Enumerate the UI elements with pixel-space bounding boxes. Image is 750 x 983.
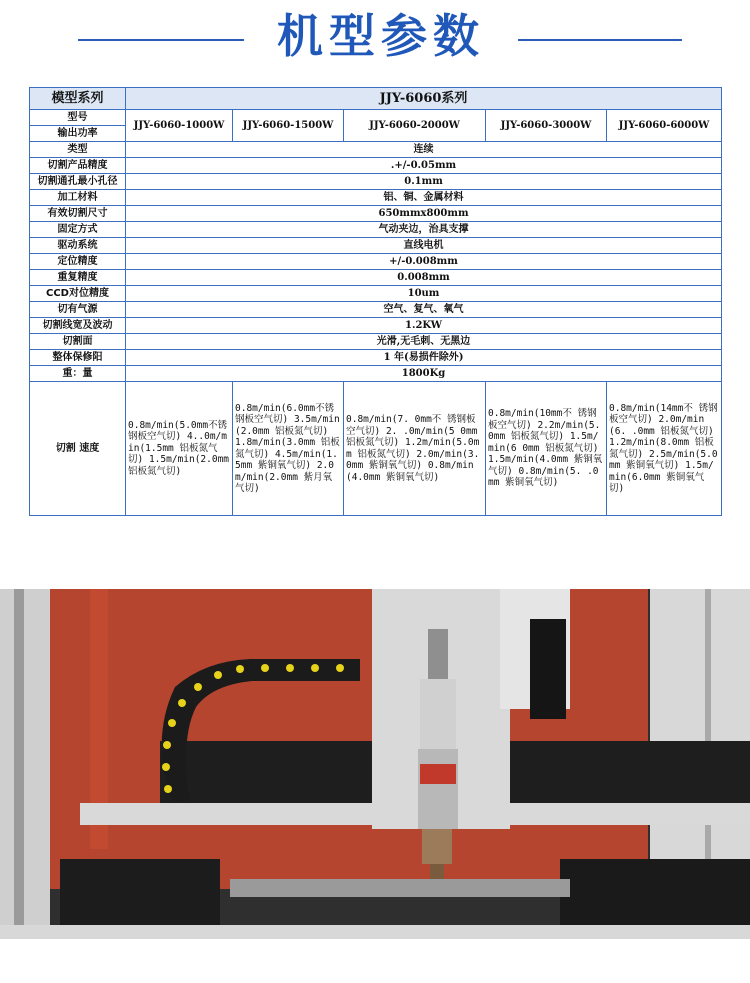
model-label-cell: 型号 (30, 110, 126, 126)
chain-dot (194, 683, 202, 691)
chain-dot (214, 671, 222, 679)
model-cell: JJY-6060-6000W (607, 110, 722, 142)
chain-dot (336, 664, 344, 672)
row-label-cell: 固定方式 (30, 222, 126, 238)
row-label-cell: 重：量 (30, 366, 126, 382)
row-value-cell: 0.1mm (126, 174, 722, 190)
row-value-cell: 0.008mm (126, 270, 722, 286)
table-row (30, 110, 722, 126)
series-label-cell: 模型系列 (30, 88, 126, 110)
spec-rows (30, 142, 722, 382)
table-row (30, 222, 722, 238)
row-label-cell: 定位精度 (30, 254, 126, 270)
row-value-cell: 1.2KW (126, 318, 722, 334)
chain-dot (162, 763, 170, 771)
row-label-cell: 切割线宽及波动 (30, 318, 126, 334)
model-cell: JJY-6060-3000W (486, 110, 607, 142)
chain-dot (311, 664, 319, 672)
spec-table-container (29, 87, 721, 516)
machine-photo (0, 589, 750, 939)
table-row (30, 334, 722, 350)
table-row (30, 142, 722, 158)
row-label-cell: 有效切割尺寸 (30, 206, 126, 222)
row-value-cell: 1800Kg (126, 366, 722, 382)
row-value-cell: 连续 (126, 142, 722, 158)
row-value-cell: 1 年(易损件除外) (126, 350, 722, 366)
speed-cell: 0.8m/min(14mm不 锈钢板空气切) 2.0m/min(6. .0mm 铝板氮气切) 1.2m/min(8.0mm 铝板氮气切) 2.5m/min(5.0mm 紫铜氧气切) 1.5m/min(6.0mm 紫铜氧气切) (607, 382, 722, 516)
row-label-cell: 重复精度 (30, 270, 126, 286)
table-row (30, 206, 722, 222)
model-cell: JJY-6060-1500W (233, 110, 344, 142)
series-name-cell: JJY-6060系列 (126, 88, 722, 110)
chain-dot (168, 719, 176, 727)
row-value-cell: 空气、复气、氧气 (126, 302, 722, 318)
row-label-cell: 驱动系统 (30, 238, 126, 254)
speed-label-cell: 切割 速度 (30, 382, 126, 516)
row-value-cell: 650mmx800mm (126, 206, 722, 222)
row-label-cell: 整体保修阳 (30, 350, 126, 366)
table-row (30, 190, 722, 206)
title-line-right (518, 39, 682, 41)
table-row (30, 366, 722, 382)
row-label-cell: CCD对位精度 (30, 286, 126, 302)
table-row (30, 238, 722, 254)
speed-cell: 0.8m/min(6.0mm不锈钢板空气切) 3.5m/min(2.0mm 铝板氮气切) 1.8m/min(3.0mm 铝板氮气切) 4.5m/min(1.5mm 紫铜氧气切) 2.0m/min(2.0mm 紫月氧气切) (233, 382, 344, 516)
table-row (30, 158, 722, 174)
page-header (0, 0, 750, 82)
row-value-cell: 直线电机 (126, 238, 722, 254)
title-line-left (78, 39, 244, 41)
row-label-cell: 切割产品精度 (30, 158, 126, 174)
row-value-cell: 光滑,无毛刺、无黑边 (126, 334, 722, 350)
page-title: 机型参数 (277, 9, 485, 63)
row-label-cell: 加工材料 (30, 190, 126, 206)
chain-dot (178, 699, 186, 707)
chain-dot (261, 664, 269, 672)
row-label-cell: 切割通孔最小孔径 (30, 174, 126, 190)
speed-cell: 0.8m/min(5.0mm不锈钢板空气切) 4..0m/min(1.5mm 铝板氮气切) 1.5m/min(2.0mm 铝板氮气切) (126, 382, 233, 516)
table-row (30, 174, 722, 190)
row-value-cell: 10um (126, 286, 722, 302)
table-row (30, 302, 722, 318)
power-label-cell: 输出功率 (30, 126, 126, 142)
speed-cell: 0.8m/min(10mm不 锈钢板空气切) 2.2m/min(5.0mm 铝板氮气切) 1.5m/min(6 0mm 铝板氮气切) 1.5m/min(4.0mm 紫铜氧气切) 0.8m/min(5. .0mm 紫铜氧气切) (486, 382, 607, 516)
speed-cell: 0.8m/min(7. 0mm不 锈钢板空气切) 2. .0m/min(5 0mm 铝板氮气切) 1.2m/min(5.0mm 铝板氮气切) 2.0m/min(3.0mm 紫铜氧气切) 0.8m/min(4.0mm 紫铜氧气切) (344, 382, 486, 516)
table-row (30, 88, 722, 110)
model-cell: JJY-6060-1000W (126, 110, 233, 142)
table-row (30, 318, 722, 334)
row-label-cell: 类型 (30, 142, 126, 158)
table-row (30, 254, 722, 270)
spec-table (29, 87, 722, 516)
row-value-cell: 铝、铜、金属材料 (126, 190, 722, 206)
table-row (30, 270, 722, 286)
chain-dot (286, 664, 294, 672)
table-row-speed (30, 382, 722, 516)
table-row (30, 286, 722, 302)
chain-dot (164, 785, 172, 793)
table-row (30, 350, 722, 366)
row-label-cell: 切割面 (30, 334, 126, 350)
chain-dot (163, 741, 171, 749)
row-value-cell: 气动夹边，治具支撑 (126, 222, 722, 238)
machine-illustration (0, 589, 750, 939)
model-cell: JJY-6060-2000W (344, 110, 486, 142)
row-label-cell: 切有气源 (30, 302, 126, 318)
row-value-cell: .+/-0.05mm (126, 158, 722, 174)
row-value-cell: +/-0.008mm (126, 254, 722, 270)
chain-dot (236, 665, 244, 673)
